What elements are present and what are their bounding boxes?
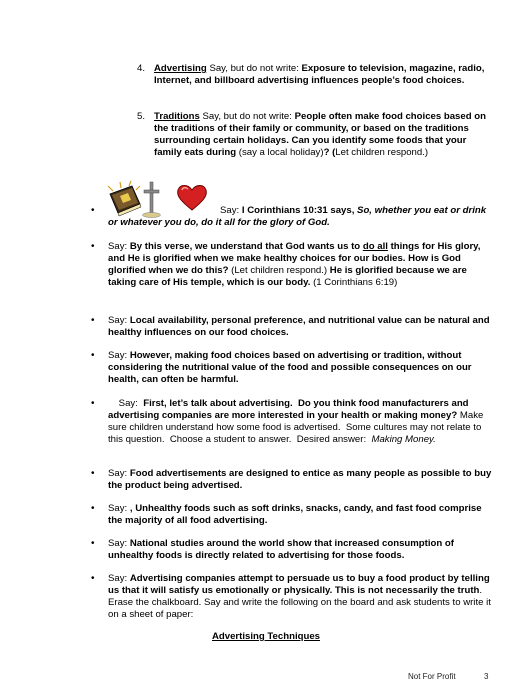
bullet-text: Say: Food advertisements are designed to entice as many people as possible to buy the product being advertised. [108, 468, 492, 491]
bullet-text: Say: By this verse, we understand that God wants us to do all things for His glory, and He is glorified when we make healthy choices for our bodies. How is God glorified when we do this? (Let children respond.) He is glorified because we are taking care of His temple, which is our body. (1 Corinthians 6:19) [108, 241, 481, 288]
bullet-text: Say: Local availability, personal preference, and nutritional value can be natural and healthy influences on our food choices. [108, 315, 490, 338]
bullet-dot: • [91, 315, 95, 326]
item-title: Traditions [154, 111, 200, 122]
list-text: Traditions Say, but do not write: People often make food choices based on the traditions of their family or community, or based on the traditions surrounding certain holidays. Can you identify some foods that your family eats during (say a local holiday)? (Let children respond.) [154, 111, 486, 158]
item-title: Advertising [154, 63, 207, 74]
section-heading: Advertising Techniques [211, 631, 321, 642]
bullet-text: Say: National studies around the world show that increased consumption of unhealthy foods is directly related to advertising for those foods. [108, 538, 454, 561]
bullet-dot: • [91, 350, 95, 361]
bullet-dot: • [91, 241, 95, 252]
page-number: 3 [484, 672, 489, 681]
bullet-dot: • [91, 468, 95, 479]
bullet-text: Say: Advertising companies attempt to persuade us to buy a food product by telling us that it will satisfy us emotionally or physically. This is not necessarily the truth. Erase the chalkboard. Say and write the following on the board and ask students to write it on a sheet of paper: [108, 573, 491, 620]
bullet-dot: • [91, 205, 95, 216]
bullet-dot: • [91, 538, 95, 549]
bullet-dot: • [91, 398, 95, 409]
list-number: 5. [137, 111, 146, 122]
list-number: 4. [137, 63, 146, 74]
bullet-dot: • [91, 503, 95, 514]
bullet-text: Say: First, let’s talk about advertising. Do you think food manufacturers and advertising companies are more interested in your health or making money? Make sure children understand how some food is advertised. Some cultures may not relate to this question. Choose a student to answer. Desired answer: Making Money. [108, 398, 487, 445]
bullet-text: Say: , Unhealthy foods such as soft drinks, snacks, candy, and fast food comprise the majority of all food advertising. [108, 503, 482, 526]
bullet-text: Say: I Corinthians 10:31 says, So, whether you eat or drink or whatever you do, do it all for the glory of God. [108, 205, 487, 228]
list-text: Advertising Say, but do not write: Exposure to television, magazine, radio, Internet, and billboard advertising influences people’s food choices. [154, 63, 485, 86]
footer-text: Not For Profit [408, 672, 456, 681]
page-footer [408, 671, 489, 683]
bullet-dot: • [91, 573, 95, 584]
bullet-text: Say: However, making food choices based on advertising or tradition, without considering the nutritional value of the food and possible consequences on our health, can often be harmful. [108, 350, 472, 385]
